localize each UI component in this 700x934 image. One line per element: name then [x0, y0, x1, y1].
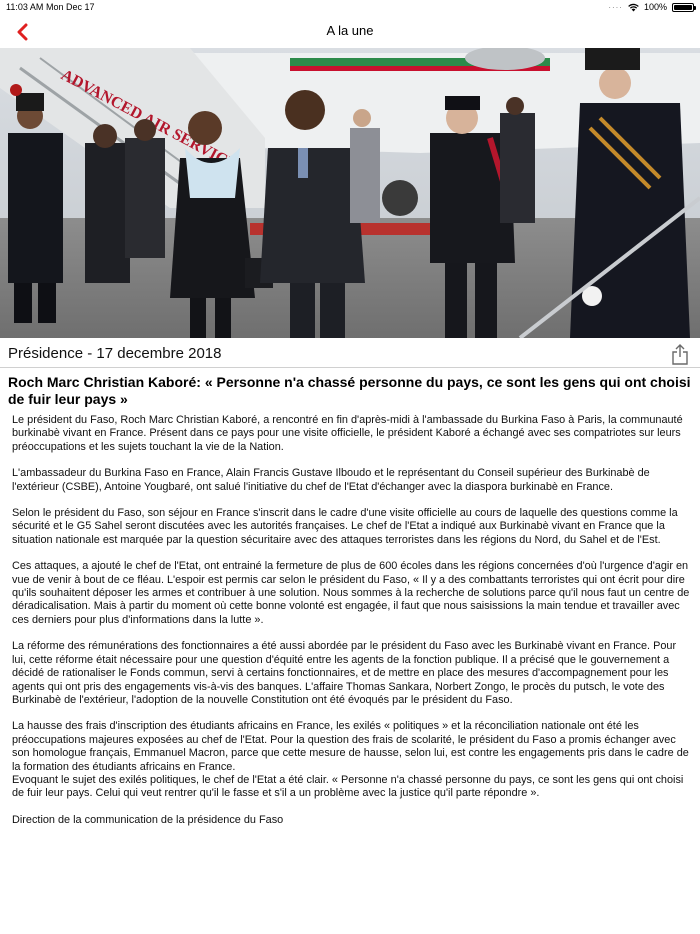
hero-photo — [0, 48, 700, 338]
status-time: 11:03 AM — [6, 2, 44, 12]
status-date: Mon Dec 17 — [46, 2, 95, 12]
article-signature: Direction de la communication de la présidence du Faso — [12, 813, 284, 826]
article-paragraph: L'ambassadeur du Burkina Faso en France, Alain Francis Gustave Ilboudo et le représentant du Conseil supérieur des Burkinabè de l'extérieur (CSBE), Antoine Yougbaré, ont salué l'initiative du chef de l'Etat d'échanger avec la diaspora burkinabè en France. — [12, 467, 650, 493]
article-meta-row — [0, 340, 700, 368]
share-icon — [670, 343, 690, 365]
status-bar — [0, 0, 700, 14]
battery-percent: 100% — [643, 2, 667, 12]
signal-icon: ···· — [608, 2, 623, 12]
share-button[interactable] — [670, 343, 690, 365]
article-paragraph: Evoquant le sujet des exilés politiques, le chef de l'Etat a été clair. « Personne n'a chassé personne du pays, ce sont les gens qui ont choisi de fuir leur pays. Celui qui veut rentrer qu'il le fasse et s'il a un problème avec la justice qu'il parte répondre ». — [12, 773, 684, 800]
page-title: A la une — [326, 23, 374, 38]
article-paragraph: Ces attaques, a ajouté le chef de l'Etat, ont entrainé la fermeture de plus de 600 écoles dans les régions concernées d'où l'urgence d'agir en vue de venir à bout de ce fléau. L'espoir est permis car selon le président du Faso, « Il y a des combattants terroristes qui ont écrit pour dire qu'ils souhaitent déposer les armes et contribuer à une solution. Nous sommes à la recherche de solutions parce qu'il nous faut un centre de déradicalisation. Mais à partir du moment où cette bonne volonté est engagée, il faut que nous saisissions la main tendue et travailler avec ces derniers pour plus d'informations dans la lutte ». — [12, 560, 690, 626]
article-body — [12, 414, 692, 840]
aircraft-text: ADVANCED AIR SERVICE — [58, 66, 240, 174]
article-paragraph: Le président du Faso, Roch Marc Christian Kaboré, a rencontré en fin d'après-midi à l'ambassade du Burkina Faso à Paris, la communauté burkinabè vivant en France. Présent dans ce pays pour une visite officielle, le président Kaboré a échangé avec ses compatriotes sur leurs préoccupations et les sujets touchant la vie de la Nation. — [12, 414, 683, 453]
article-paragraph: Selon le président du Faso, son séjour en France s'inscrit dans le cadre d'une visite officielle au cours de laquelle des questions comme la sécurité et le G5 Sahel seront discutées avec les autorités françaises. Le chef de l'Etat a indiqué aux Burkinabè vivant en France que la situation nationale est marquée par la question sécuritaire avec des attaques terroristes dans les régions du Nord, du Sahel et de l'Est. — [12, 507, 678, 546]
article-category-date: Présidence - 17 decembre 2018 — [8, 345, 222, 362]
article-paragraph: La hausse des frais d'inscription des étudiants africains en France, les exilés « politiques » et la réconciliation nationale ont été les préoccupations majeures exposées au chef de l'Etat. Pour la question des frais de scolarité, le président du Faso a promis échanger avec son homologue français, Emmanuel Macron, parce que cette mesure de hausse, selon lui, est contre les engagements pris dans le cadre de la formation des étudiants africains en France. — [12, 720, 689, 773]
status-right — [608, 2, 694, 12]
battery-icon — [672, 3, 694, 12]
wifi-icon — [628, 3, 639, 12]
navigation-bar — [0, 14, 700, 48]
article-headline: Roch Marc Christian Kaboré: « Personne n'a chassé personne du pays, ce sont les gens qui ont choisi de fuir leur pays » — [8, 374, 691, 407]
article-paragraph: La réforme des rémunérations des fonctionnaires a été aussi abordée par le président du Faso avec les Burkinabè vivant en France. Pour lui, cette réforme était nécessaire pour une question d'équité entre les agents de la fonction publique. Il a précisé que le gouvernement a décidé de rationaliser le Fonds commun, servi à certains fonctionnaires, et de mettre en place des mesures d'accompagnement pour les agents qui ont pris des engagements vis-à-vis des banques. L'affaire Thomas Sankara, Norbert Zongo, le procès du putsch, le vote des Burkinabè de l'extérieur, l'adoption de la nouvelle Constitution ont été évoqués par le président du Faso. — [12, 640, 677, 706]
